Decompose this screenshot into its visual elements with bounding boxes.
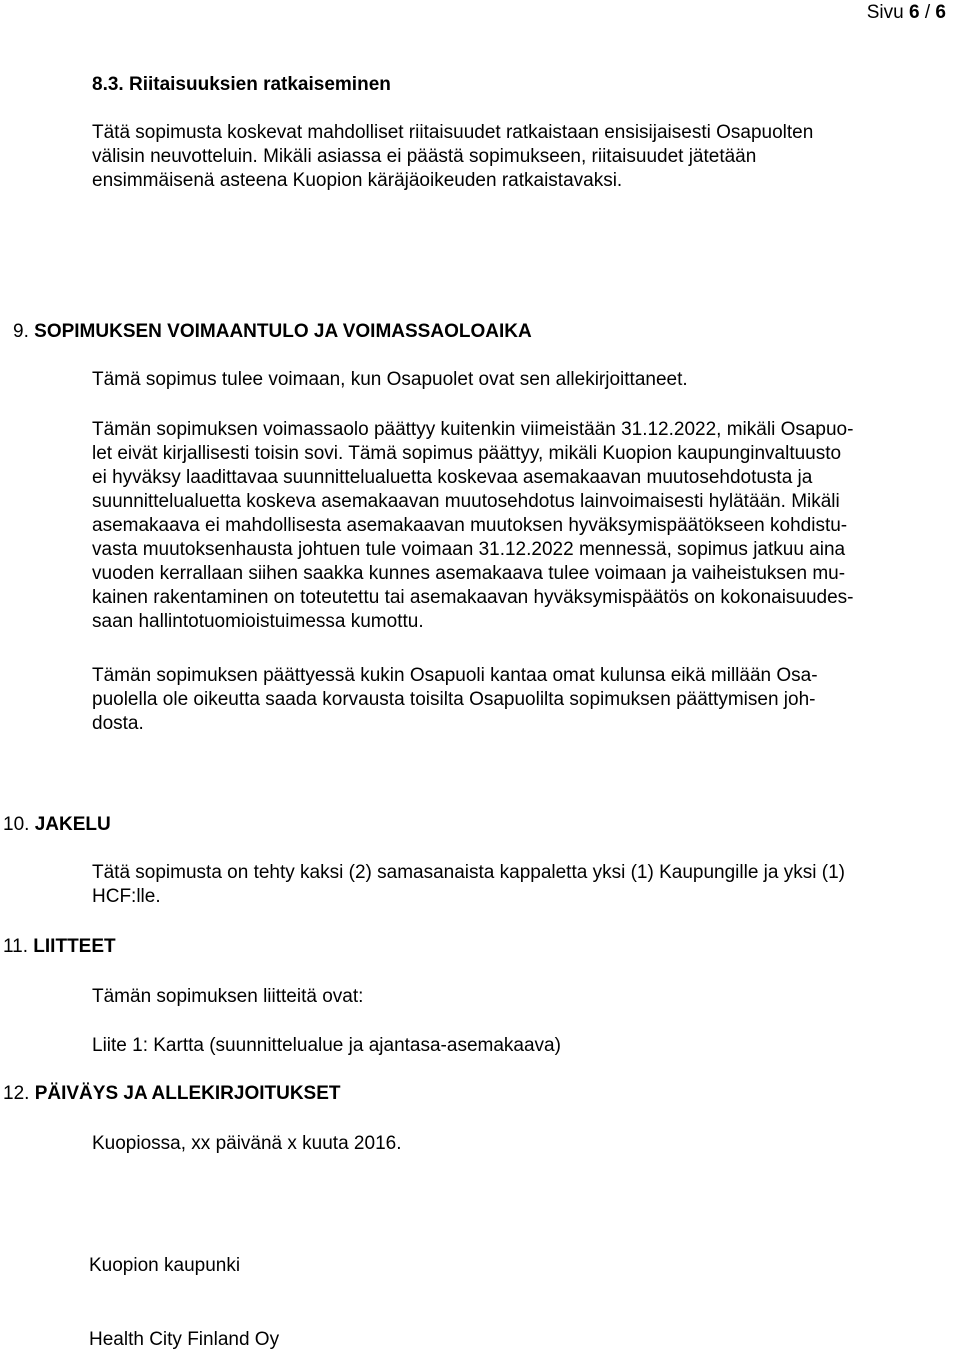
section-11-heading <box>3 935 116 959</box>
paragraph-line: let eivät kirjallisesti toisin sovi. Tämä sopimus päättyy, mikäli Kuopion kaupunginvaltuusto <box>92 443 842 464</box>
section-number: 11. <box>3 936 29 957</box>
section-10-heading <box>3 813 111 837</box>
section-9-heading <box>13 320 532 344</box>
paragraph-line: kainen rakentaminen on toteutettu tai asemakaavan hyväksymispäätös on kokonaisuudes- <box>92 587 854 608</box>
paragraph-line: Tämän sopimuksen päättyessä kukin Osapuoli kantaa omat kulunsa eikä millään Osa- <box>92 665 818 686</box>
section-number: 10. <box>3 814 30 835</box>
paragraph-line: Tätä sopimusta koskevat mahdolliset riitaisuudet ratkaistaan ensisijaisesti Osapuolten <box>92 122 814 143</box>
paragraph-line: ei hyväksy laadittavaa suunnittelualuetta koskevaa asemakaavan muutosehdotusta ja <box>92 467 813 488</box>
place-and-date: Kuopiossa, xx päivänä x kuuta 2016. <box>92 1133 402 1154</box>
page-total: 6 <box>935 2 946 23</box>
paragraph-line: Tämän sopimuksen voimassaolo päättyy kuitenkin viimeistään 31.12.2022, mikäli Osapuo- <box>92 419 854 440</box>
paragraph-line: HCF:lle. <box>92 886 161 907</box>
paragraph-line: Tätä sopimusta on tehty kaksi (2) samasanaista kappaletta yksi (1) Kaupungille ja yksi (1) <box>92 862 845 883</box>
section-9-paragraph-3 <box>92 664 952 736</box>
attachments-intro: Tämän sopimuksen liitteitä ovat: <box>92 986 364 1007</box>
paragraph-line: puolella ole oikeutta saada korvausta toisilta Osapuolilta sopimuksen päättymisen joh- <box>92 689 816 710</box>
page-current: 6 <box>909 2 920 23</box>
paragraph-line: saan hallintotuomioistuimessa kumottu. <box>92 611 424 632</box>
paragraph-line: välisin neuvotteluin. Mikäli asiassa ei päästä sopimukseen, riitaisuudet jätetään <box>92 146 757 167</box>
section-title: JAKELU <box>34 814 111 835</box>
section-title: SOPIMUKSEN VOIMAANTULO JA VOIMASSAOLOAIKA <box>34 321 532 342</box>
section-title: PÄIVÄYS JA ALLEKIRJOITUKSET <box>34 1083 341 1104</box>
section-title: Riitaisuuksien ratkaiseminen <box>128 74 391 95</box>
signatory-kuopion-kaupunki: Kuopion kaupunki <box>89 1255 241 1276</box>
section-number: 12. <box>3 1083 30 1104</box>
section-number: 8.3. <box>92 74 124 95</box>
page-separator: / <box>924 2 931 23</box>
section-title: LIITTEET <box>33 936 116 957</box>
page-number <box>867 1 946 25</box>
section-8-3-heading <box>92 73 391 97</box>
page-prefix: Sivu <box>866 2 904 23</box>
section-number: 9. <box>13 321 29 342</box>
section-10-paragraph <box>92 861 952 909</box>
section-12-heading <box>3 1082 341 1106</box>
paragraph-line: vuoden kerrallaan siihen saakka kunnes asemakaava tulee voimaan ja vaiheistuksen mu- <box>92 563 846 584</box>
signatory-health-city-finland: Health City Finland Oy <box>89 1329 280 1350</box>
section-9-paragraph-1: Tämä sopimus tulee voimaan, kun Osapuolet ovat sen allekirjoittaneet. <box>92 369 688 390</box>
attachment-item: Liite 1: Kartta (suunnittelualue ja ajantasa-asemakaava) <box>92 1035 561 1056</box>
paragraph-line: ensimmäisenä asteena Kuopion käräjäoikeuden ratkaistavaksi. <box>92 170 623 191</box>
paragraph-line: vasta muutoksenhausta johtuen tule voimaan 31.12.2022 mennessä, sopimus jatkuu aina <box>92 539 846 560</box>
paragraph-line: dosta. <box>92 713 144 734</box>
paragraph-line: asemakaava ei mahdollisesta asemakaavan muutoksen hyväksymispäätökseen kohdistu- <box>92 515 848 536</box>
section-9-paragraph-2 <box>92 418 952 634</box>
paragraph-line: suunnittelualuetta koskeva asemakaavan muutosehdotus lainvoimaisesti hylätään. Mikäli <box>92 491 840 512</box>
section-8-3-paragraph <box>92 121 952 193</box>
